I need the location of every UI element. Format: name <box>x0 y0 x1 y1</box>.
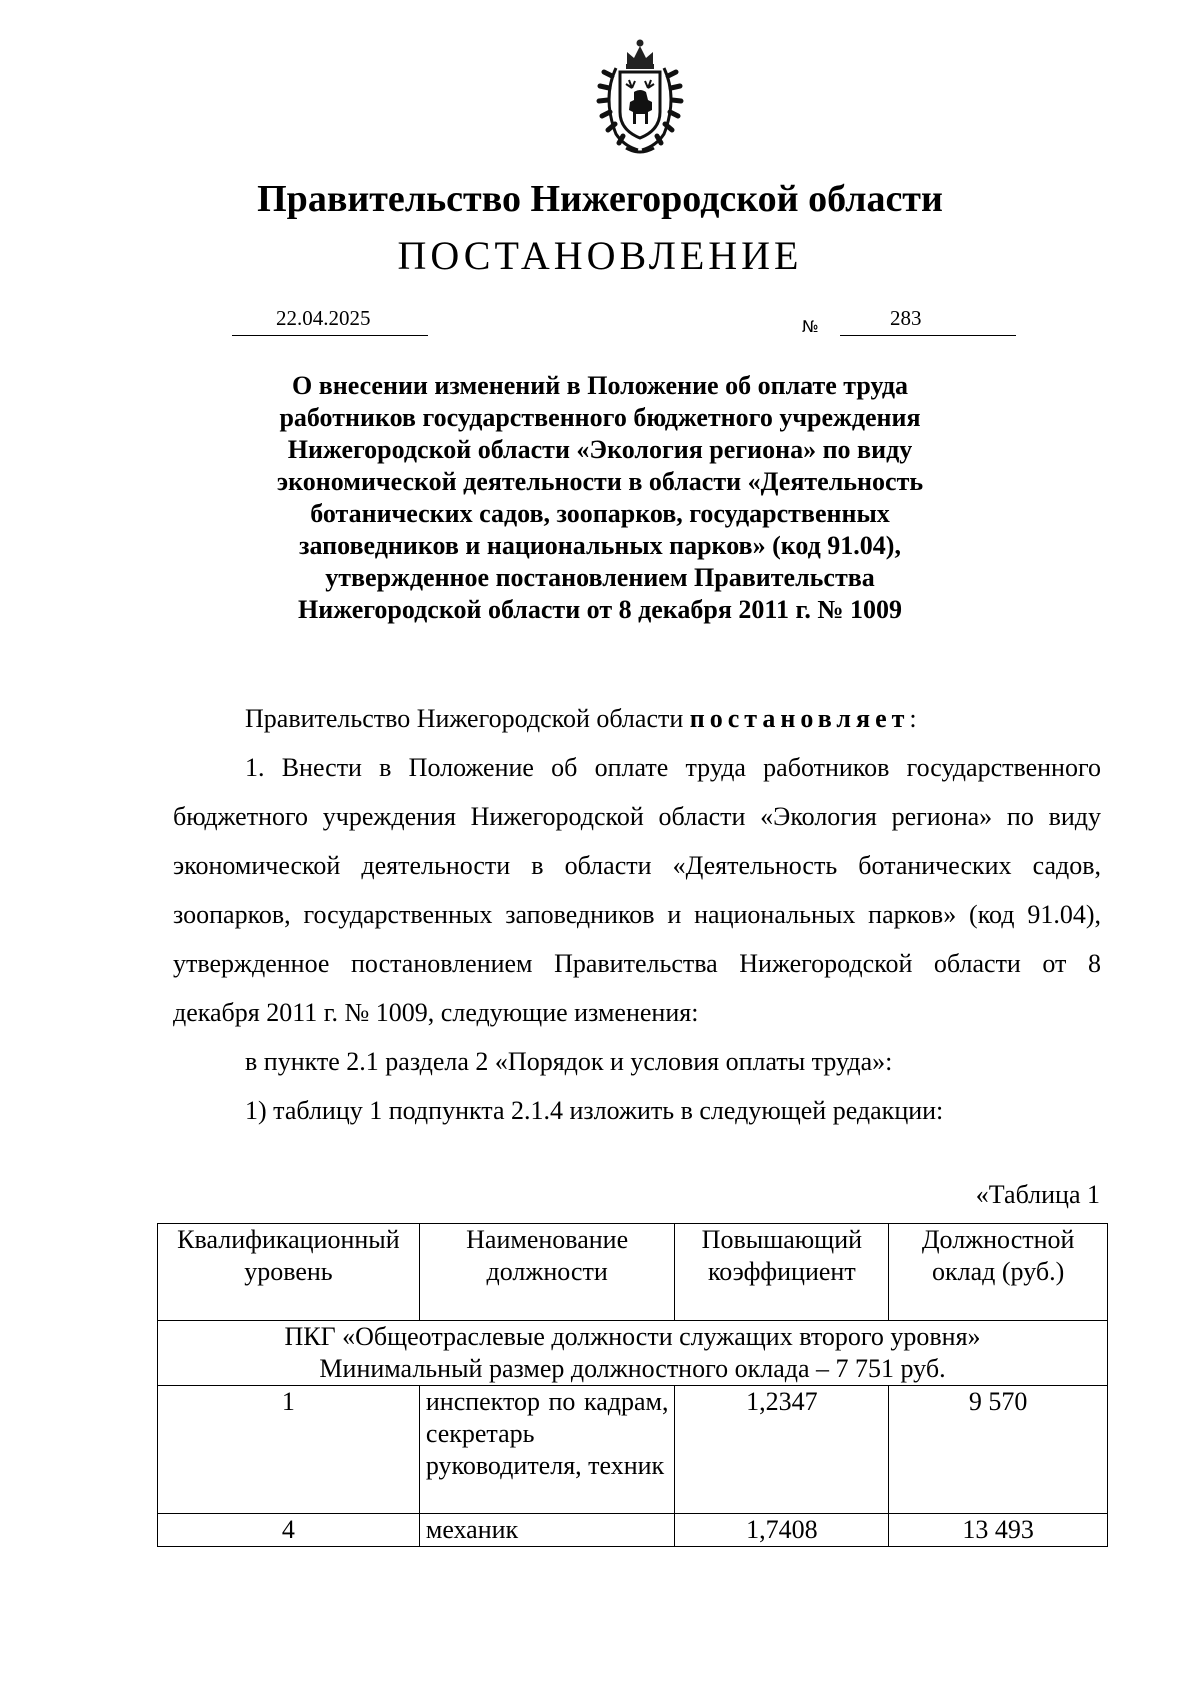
table-row <box>158 1386 1108 1514</box>
subject-line: О внесении изменений в Положение об оплате труда <box>291 371 909 400</box>
subject-line: Нижегородской области от 8 декабря 2011 г. № 1009 <box>298 595 902 624</box>
number-field <box>840 305 1016 336</box>
header-position-name: Наименование должности <box>419 1224 675 1321</box>
table-group-row <box>158 1321 1108 1386</box>
subject-line: Нижегородской области «Экология региона» по виду <box>287 435 913 464</box>
cell-salary: 13 493 <box>889 1514 1108 1547</box>
cell-position: механик <box>419 1514 675 1547</box>
government-title: Правительство Нижегородской области <box>257 178 943 220</box>
document-kind: ПОСТАНОВЛЕНИЕ <box>397 233 803 278</box>
table-row <box>158 1514 1108 1547</box>
coat-of-arms-icon <box>582 38 698 156</box>
table-caption: «Таблица 1 <box>975 1180 1100 1209</box>
header-coefficient: Повышающий коэффициент <box>675 1224 889 1321</box>
cell-position: инспектор по кадрам, секретарь руководителя, техник <box>419 1386 675 1514</box>
document-body <box>173 694 1101 1135</box>
group-cell <box>158 1321 1108 1386</box>
cell-level: 1 <box>158 1386 420 1514</box>
cell-coefficient: 1,7408 <box>675 1514 889 1547</box>
number-sign: № <box>802 317 819 336</box>
subject-line: ботанических садов, зоопарков, государственных <box>310 499 890 528</box>
cell-coefficient: 1,2347 <box>675 1386 889 1514</box>
intro-keyword: постановляет <box>689 704 910 733</box>
group-min-salary: Минимальный размер должностного оклада – 7 751 руб. <box>319 1354 946 1383</box>
section-paragraph: в пункте 2.1 раздела 2 «Порядок и условия оплаты труда»: <box>245 1047 893 1076</box>
table-intro-paragraph: 1) таблицу 1 подпункта 2.1.4 изложить в следующей редакции: <box>245 1096 944 1125</box>
subject-line: работников государственного бюджетного учреждения <box>279 403 921 432</box>
header-qualification-level: Квалификационный уровень <box>158 1224 420 1321</box>
document-subject <box>170 370 1030 626</box>
subject-line: экономической деятельности в области «Деятельность <box>276 467 924 496</box>
cell-level: 4 <box>158 1514 420 1547</box>
cell-salary: 9 570 <box>889 1386 1108 1514</box>
document-number: 283 <box>890 306 922 330</box>
table-header-row <box>158 1224 1108 1321</box>
group-title: ПКГ «Общеотраслевые должности служащих второго уровня» <box>284 1322 981 1351</box>
subject-line: заповедников и национальных парков» (код 91.04), <box>299 531 901 560</box>
header-salary: Должностной оклад (руб.) <box>889 1224 1108 1321</box>
date-field <box>232 305 428 336</box>
item-1-paragraph: 1. Внести в Положение об оплате труда работников государственного бюджетного учреждения Нижегородской области «Экология региона» по виду экономической деятельности в области «Деятельность ботанических садов, зоопарков, государственных заповедников и национальных парков» (код 91.04), утвержденное постановлением Правительства Нижегородской области от 8 декабря 2011 г. № 1009, следующие изменения: <box>173 753 1101 1027</box>
intro-paragraph <box>173 694 1101 743</box>
intro-prefix: Правительство Нижегородской области <box>245 704 690 733</box>
intro-suffix: : <box>909 704 917 733</box>
document-date: 22.04.2025 <box>276 306 371 330</box>
salary-table <box>157 1223 1108 1547</box>
subject-line: утвержденное постановлением Правительства <box>325 563 875 592</box>
